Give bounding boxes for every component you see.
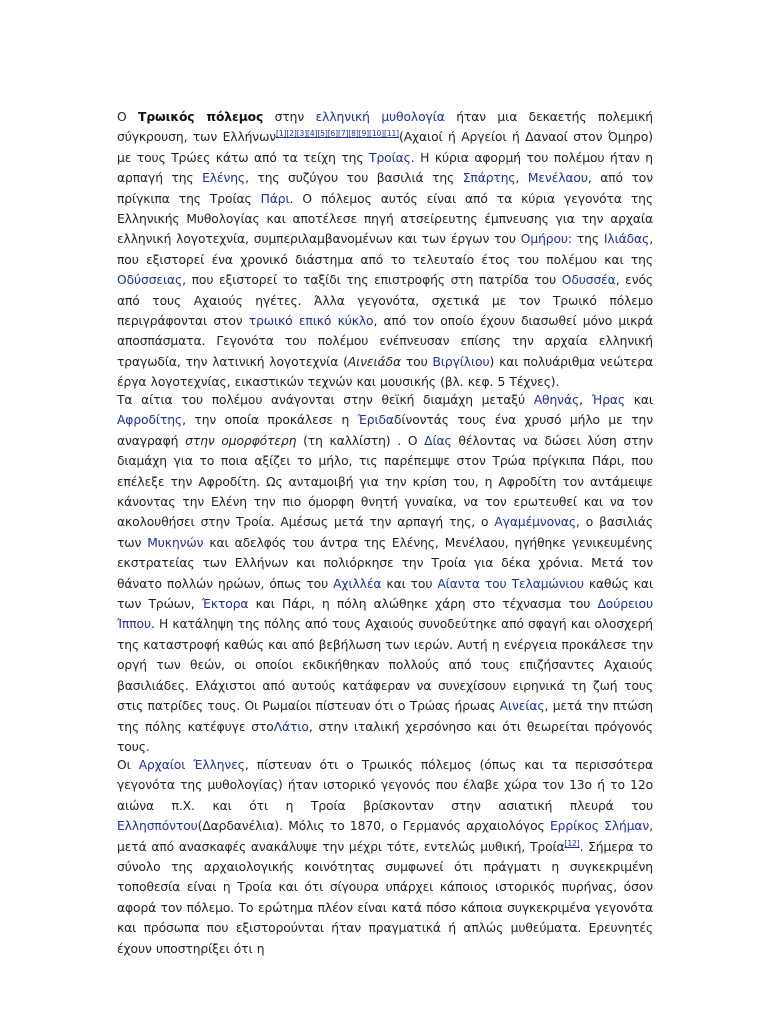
text: ήταν μια δεκαετής πολεμική σύγκρουση, των Ελλήνων bbox=[117, 110, 653, 145]
citation-refs bbox=[276, 129, 399, 138]
link-hera[interactable]: Ήρας bbox=[591, 393, 626, 407]
text: και αδελφός του άντρα της Ελένης, Μενέλαου, ηγήθηκε γενικευμένης εκστρατείας των Ελλήνων και πολιόρκησε την Τροία για δέκα χρόνια. Μετά τον θάνατο πολλών ηρώων, όπως του bbox=[117, 535, 653, 591]
text: . Η κατάληψη της πόλης από τους Αχαιούς συνοδεύτηκε από σφαγή και ολοσχερή της καταστροφή καθώς και από βεβήλωση των ιερών. Αυτή η ενέργεια προκάλεσε την οργή των θεών, οι οποίοι εκδικήθηκαν πολλούς από τους επιζήσαντες Αχαιούς βασιλιάδες. Ελάχιστοι από αυτούς κατάφεραν να συνεχίσουν ειρηνικά τη ζωή τους στις πατρίδες τους. Οι Ρωμαίοι πίστευαν ότι ο Τρώας ήρωας bbox=[117, 617, 653, 714]
link-troy[interactable]: Τροίας bbox=[369, 150, 411, 165]
link-hector[interactable]: Έκτορα bbox=[201, 597, 249, 612]
citation-refs bbox=[565, 839, 580, 848]
text: , από τον πρίγκιπα της Τροίας bbox=[117, 171, 653, 206]
citation-ref-9[interactable]: [9] bbox=[358, 129, 369, 139]
text: Οι bbox=[117, 758, 139, 772]
text: (Αχαιοί ή Αργείοι ή Δαναοί στον Όμηρο) με τους Τρώες κάτω από τα τείχη της bbox=[117, 130, 653, 165]
citation-ref-1[interactable]: [1] bbox=[276, 129, 287, 139]
link-sparta[interactable]: Σπάρτης bbox=[462, 171, 516, 186]
link-epic-cycle[interactable]: τρωικό επικό κύκλο bbox=[248, 314, 374, 329]
text: και του bbox=[381, 576, 438, 591]
citation-ref-6[interactable]: [6] bbox=[327, 129, 339, 139]
paragraph-historicity bbox=[117, 755, 653, 959]
text: . Η κύρια αφορμή του πολέμου ήταν η αρπαγή της bbox=[117, 150, 653, 186]
text: , μετά από ανασκαφές ανακάλυψε την μέχρι τότε, εντελώς μυθική, Τροία bbox=[117, 819, 654, 854]
text: , που εξιστορεί το ταξίδι της επιστροφής στη πατρίδα του bbox=[182, 273, 562, 288]
text: (Δαρδανέλια). Μόλις το 1870, ο Γερμανός αρχαιολόγος bbox=[197, 819, 550, 834]
text: , στην ιταλική χερσόνησο και ότι θεωρείται πρόγονός τους. bbox=[117, 719, 653, 754]
link-homer[interactable]: Ομήρου bbox=[520, 232, 568, 247]
text: , ο βασιλιάς των bbox=[117, 515, 653, 550]
text: . Σήμερα το σύνολο της αρχαιολογικής κοινότητας συμφωνεί ότι πράγματι η συγκεκριμένη τοποθεσία είναι η Τροία και ότι σίγουρα υπάρχει κάποιος ιστορικός πυρήνας, όσον αφορά τον πόλεμο. Το ερώτημα πλέον είναι κατά πόσο κάποια συγκεκριμένα γεγονότα και πρόσωπα που εξιστορούνται ήταν πραγματικά ή απλώς μυθεύματα. Ερευνητές έχουν υποστηρίξει ότι η bbox=[117, 839, 653, 956]
link-zeus[interactable]: Δίας bbox=[424, 433, 452, 448]
italic-to-the-fairest: στην ομορφότερη bbox=[185, 433, 297, 448]
text: θέλοντας να δώσει λύση στην διαμάχη για το ποια αξίζει το μήλο, τις παρέπεμψε στον Τρώα πρίγκιπα Πάρι, που επέλεξε την Αφροδίτη. Ως ανταμοιβή για την κρίση του, η Αφροδίτη τον αντάμειψε κάνοντας την Ελένη την πιο όμορφη θνητή γυναίκα, να τον ερωτευθεί και να τον ακολουθήσει στην Τροία. Αμέσως μετά την αρπαγή της, ο bbox=[117, 433, 653, 530]
text: του bbox=[400, 354, 433, 369]
text: . Ο πόλεμος αυτός είναι από τα κύρια γεγονότα της Ελληνικής Μυθολογίας και αποτέλεσε πηγή ατσείρευτης έμπνευσης για την αρχαία ελληνική λογοτεχνία, συμπεριλαμβανομένων και των έργων του bbox=[117, 191, 653, 247]
citation-ref-11[interactable]: [11] bbox=[384, 129, 399, 139]
text: , που εξιστορεί ένα χρονικό διάστημα από το τελευταίο έτος του πολέμου και της bbox=[117, 232, 653, 267]
text: : της bbox=[567, 232, 604, 247]
link-virgil[interactable]: Βιργίλιου bbox=[432, 354, 490, 369]
citation-ref-7[interactable]: [7] bbox=[338, 129, 349, 139]
citation-ref-5[interactable]: [5] bbox=[317, 129, 328, 139]
paragraph-intro bbox=[117, 107, 653, 393]
link-helen[interactable]: Ελένης bbox=[202, 171, 246, 186]
citation-ref-3[interactable]: [3] bbox=[296, 129, 308, 139]
link-schliemann[interactable]: Ερρίκος Σλήμαν bbox=[549, 819, 650, 834]
citation-ref-4[interactable]: [4] bbox=[307, 129, 318, 139]
text: δίνοντάς τους ένα χρυσό μήλο με την αναγραφή bbox=[117, 413, 653, 448]
text: καθώς και των Τρώων, bbox=[117, 576, 654, 612]
text: , ενός από τους Αχαιούς ηγέτες. Άλλα γεγονότα, σχετικά με τον Τρωικό πόλεμο περιγράφονται στον bbox=[117, 273, 654, 329]
text: , μετά την πτώση της πόλης κατέφυγε στο bbox=[117, 699, 653, 734]
link-latium[interactable]: Λάτιο bbox=[273, 719, 309, 734]
link-aeneas[interactable]: Αινείας bbox=[499, 699, 545, 714]
text: και Πάρι, η πόλη αλώθηκε χάρη στο τέχνασμα του bbox=[248, 597, 598, 612]
citation-ref-10[interactable]: [10] bbox=[369, 129, 384, 139]
text: Τα αίτια του πολέμου ανάγονται στην θεϊκή διαμάχη μεταξύ bbox=[117, 393, 534, 407]
italic-aeneid: Αινειάδα bbox=[347, 354, 401, 369]
text: , από τον οποίο έχουν διασωθεί μόνο μικρά αποσπάσματα. Γεγονότα του πολέμου ενέπνευσαν επίσης την αρχαία ελληνική τραγωδία, την λατινική λογοτεχνία ( bbox=[117, 314, 654, 369]
link-athena[interactable]: Αθηνάς bbox=[533, 393, 580, 407]
link-odyssey[interactable]: Οδύσσειας bbox=[117, 273, 183, 288]
link-eris[interactable]: Έριδα bbox=[357, 413, 394, 428]
citation-ref-2[interactable]: [2] bbox=[286, 129, 297, 139]
text: , πίστευαν ότι ο Τρωικός πόλεμος (όπως και τα περισσότερα γεγονότα της μυθολογίας) ήταν ιστορικό γεγονός που έλαβε χώρα τον 13ο ή το 12ο αιώνα π.Χ. και ότι η Τροία βρίσκονταν στην ασιατική πλευρά του bbox=[117, 758, 653, 813]
link-hellespont[interactable]: Ελλησπόντου bbox=[117, 819, 198, 834]
text: , της συζύγου του βασιλιά της bbox=[245, 171, 463, 186]
text: στην bbox=[263, 110, 316, 124]
link-odysseus[interactable]: Οδυσσέα bbox=[561, 273, 616, 288]
link-agamemnon[interactable]: Αγαμέμνονας bbox=[494, 515, 576, 530]
text: Ο bbox=[117, 110, 139, 124]
link-achilles[interactable]: Αχιλλέα bbox=[333, 576, 382, 591]
citation-ref-12[interactable]: [12] bbox=[564, 838, 580, 848]
article-title-term: Τρωικός πόλεμος bbox=[138, 110, 264, 124]
link-iliad[interactable]: Ιλιάδας bbox=[603, 232, 650, 247]
paragraph-causes bbox=[117, 390, 653, 757]
link-greek-mythology[interactable]: ελληνική μυθολογία bbox=[315, 110, 445, 124]
text: , bbox=[515, 171, 528, 186]
citation-ref-8[interactable]: [8] bbox=[348, 129, 359, 139]
text: , την οποία προκάλεσε η bbox=[182, 413, 358, 428]
link-ajax-telamonian[interactable]: Αίαντα του Τελαμώνιου bbox=[437, 576, 584, 591]
text: ) και πολυάριθμα νεώτερα έργα λογοτεχνίας, εικαστικών τεχνών και μουσικής (βλ. κεφ. 5 Τέχνες). bbox=[117, 354, 653, 390]
link-paris[interactable]: Πάρι bbox=[260, 191, 290, 206]
link-aphrodite[interactable]: Αφροδίτης bbox=[117, 413, 183, 428]
link-mycenae[interactable]: Μυκηνών bbox=[147, 535, 204, 550]
text: και bbox=[625, 393, 653, 407]
link-trojan-horse[interactable]: Δούρειου Ίππου bbox=[117, 597, 653, 632]
link-menelaus[interactable]: Μενέλαου bbox=[527, 171, 588, 186]
text: , bbox=[579, 393, 592, 407]
link-ancient-greeks[interactable]: Αρχαίοι Έλληνες bbox=[138, 758, 245, 772]
text: (τη καλλίστη) . Ο bbox=[296, 433, 425, 448]
